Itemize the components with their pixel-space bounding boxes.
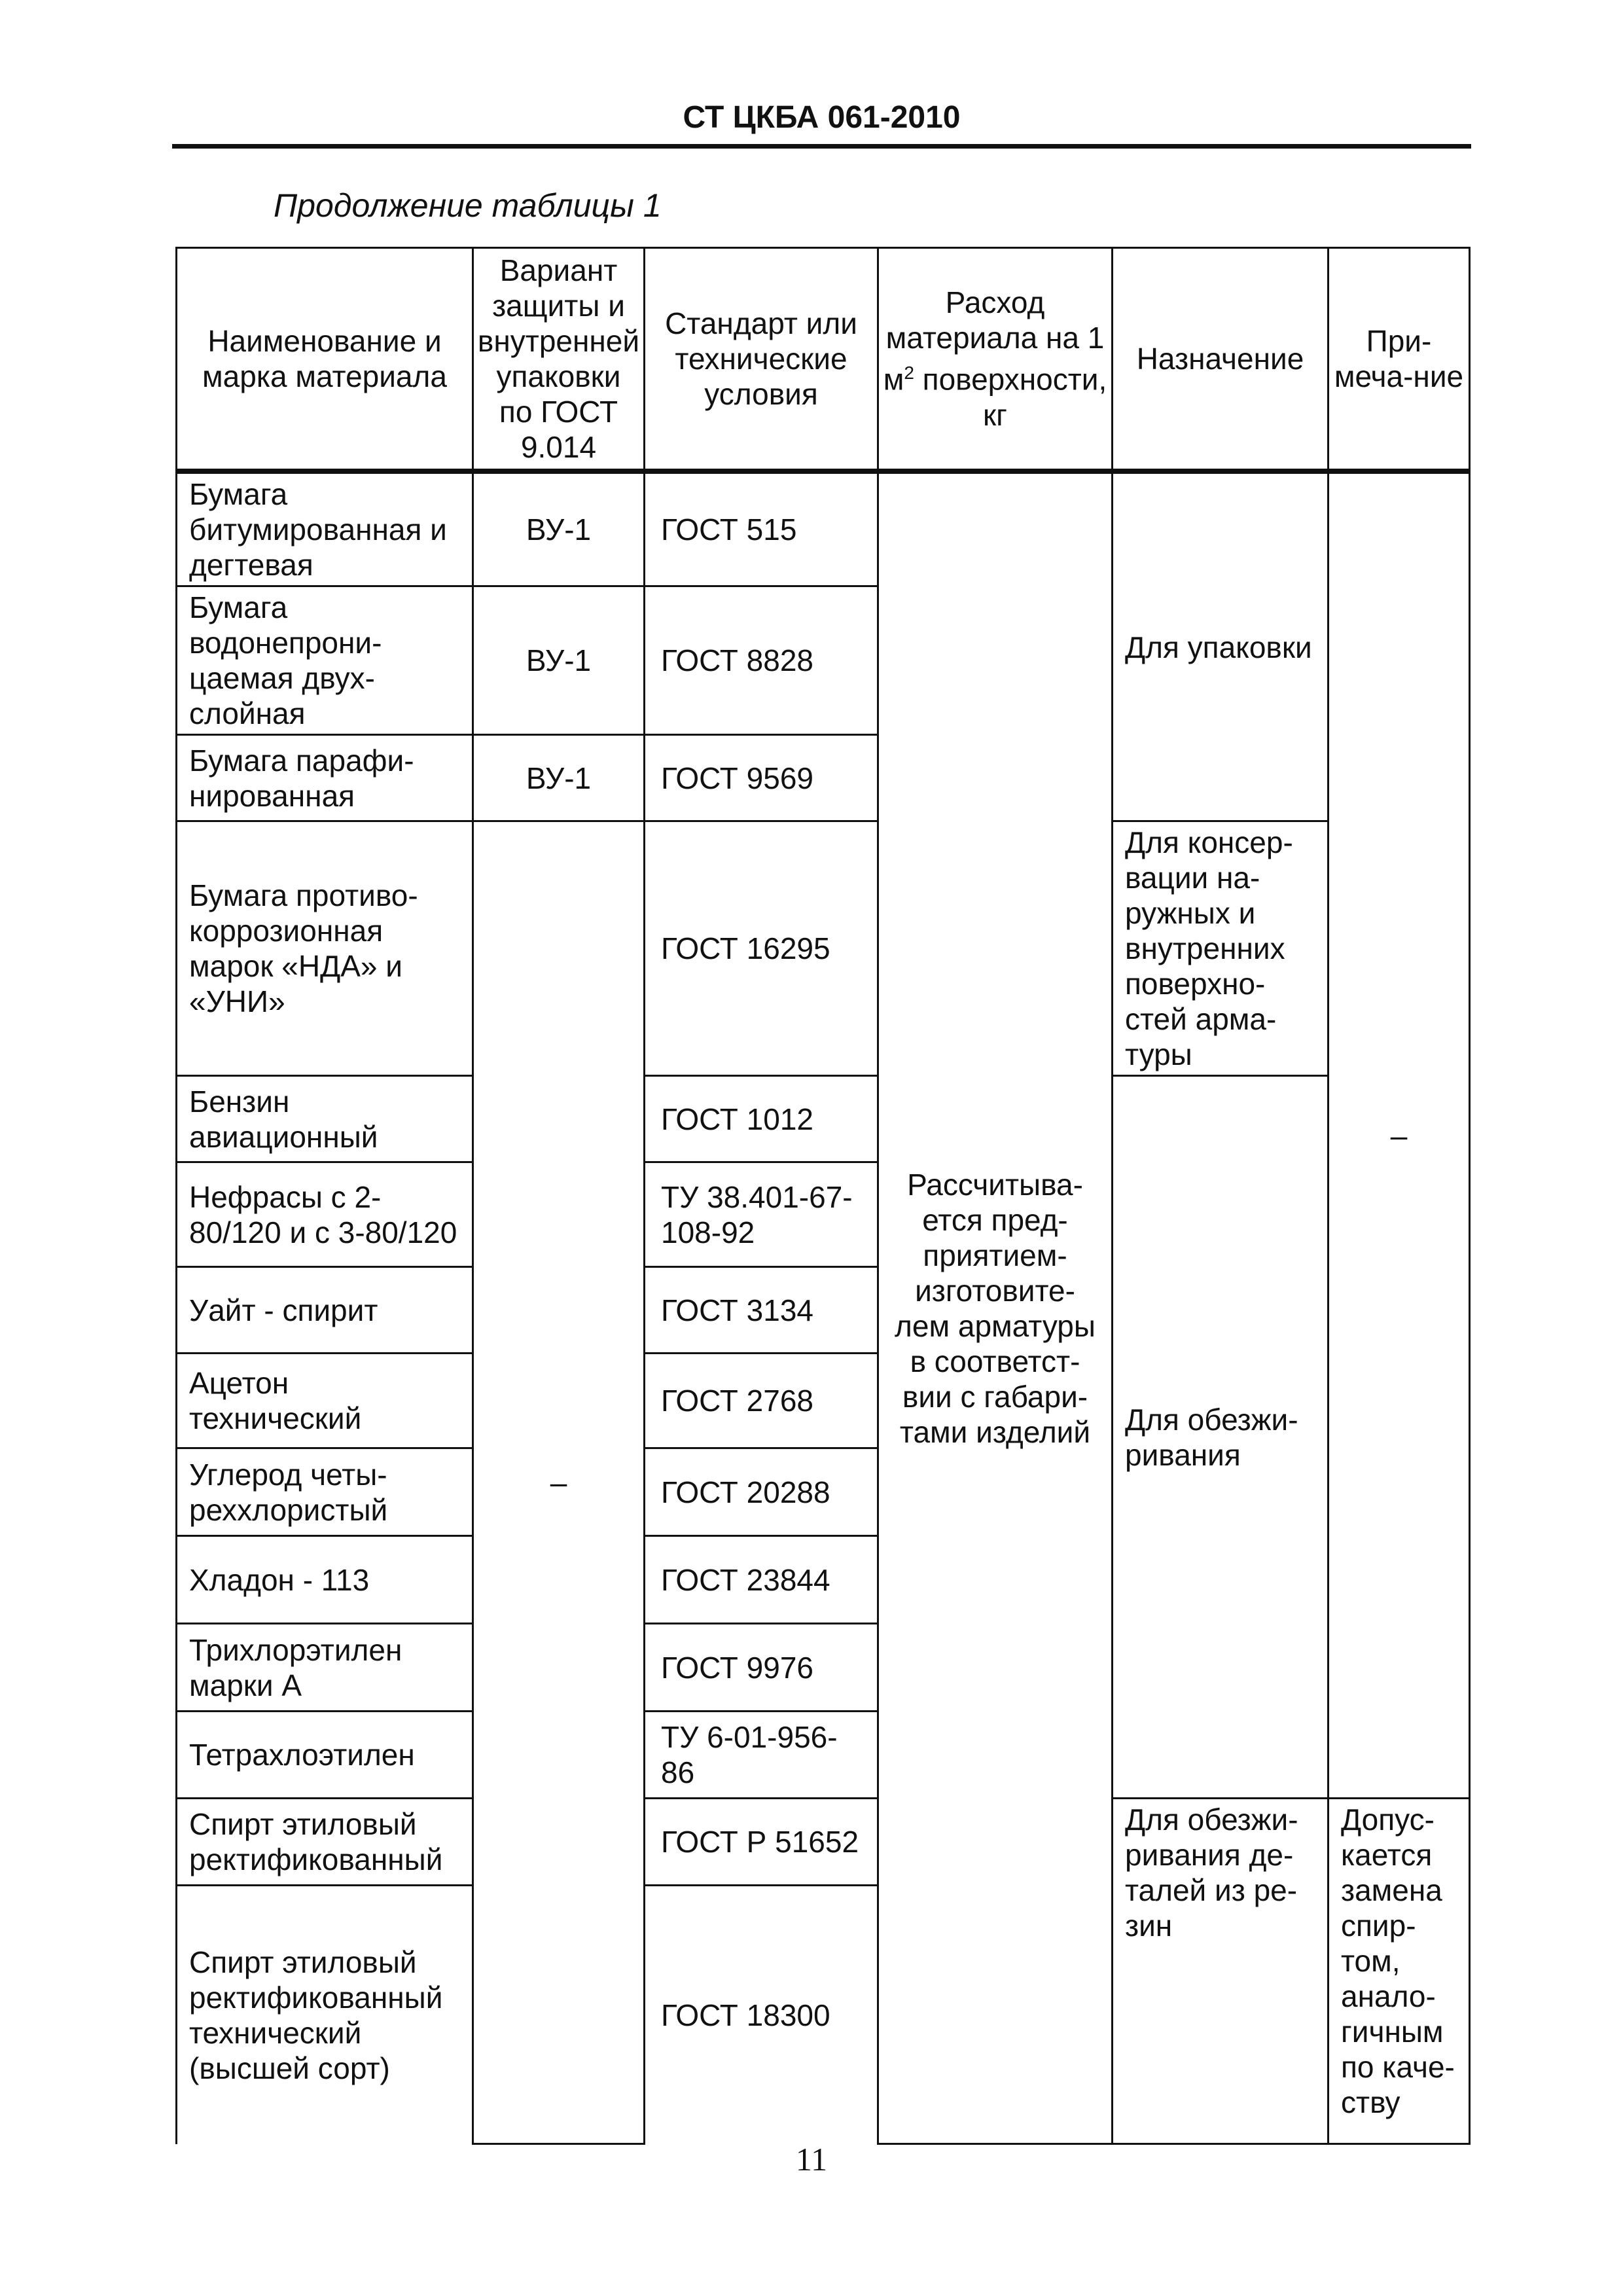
material-name: Углерод четы-реххлористый [177, 1448, 473, 1536]
standard-cell: ГОСТ 8828 [645, 586, 878, 735]
material-name: Спирт этиловый ректификованный [177, 1799, 473, 1886]
standard-cell: ГОСТ 20288 [645, 1448, 878, 1536]
standard-cell: ТУ 6-01-956-86 [645, 1712, 878, 1799]
standard-cell: ГОСТ 1012 [645, 1076, 878, 1162]
standard-cell: ГОСТ 9569 [645, 735, 878, 821]
material-name: Бумага водонепрони-цаемая двух-слойная [177, 586, 473, 735]
material-name: Трихлорэтилен марки А [177, 1624, 473, 1712]
material-name: Нефрасы с 2-80/120 и с 3-80/120 [177, 1162, 473, 1267]
table-row [177, 1076, 1470, 1162]
standard-cell: ГОСТ 9976 [645, 1624, 878, 1712]
page-number: 11 [795, 2141, 828, 2178]
header-name: Наименование и марка материала [177, 248, 473, 472]
standard-cell: ГОСТ 23844 [645, 1536, 878, 1624]
standard-cell: ГОСТ 515 [645, 471, 878, 586]
header-standard: Стандарт или технические условия [645, 248, 878, 472]
header-note: При-меча-ние [1329, 248, 1470, 472]
protection-variant-dash: – [473, 821, 645, 2144]
document-header [172, 97, 1471, 149]
protection-variant: ВУ-1 [473, 586, 645, 735]
table-row [177, 821, 1470, 1076]
material-name: Бумага парафи-нированная [177, 735, 473, 821]
header-variant: Вариант защиты и внутренней упаковки по ГОСТ 9.014 [473, 248, 645, 472]
material-name: Спирт этиловый ректификованный технический (высшей сорт) [177, 1886, 473, 2144]
table-header-row [177, 248, 1470, 472]
header-purpose: Назначение [1113, 248, 1329, 472]
table-row [177, 1799, 1470, 1886]
material-name: Хладон - 113 [177, 1536, 473, 1624]
protection-variant: ВУ-1 [473, 735, 645, 821]
header-consumption-text: Расход материала на 1 м [883, 285, 1105, 397]
consumption-cell: Рассчитыва-ется пред-приятием-изготовите-лем арматуры в соответст-вии с габари-тами изделий [878, 471, 1113, 2144]
materials-table [175, 247, 1471, 2145]
material-name: Бумага битумированная и дегтевая [177, 471, 473, 586]
standard-cell: ГОСТ 2768 [645, 1354, 878, 1448]
standard-cell: ГОСТ 18300 [645, 1886, 878, 2144]
protection-variant: ВУ-1 [473, 471, 645, 586]
material-name: Бумага противо-коррозионная марок «НДА» и «УНИ» [177, 821, 473, 1076]
standard-cell: ГОСТ 3134 [645, 1267, 878, 1354]
note-replacement: Допус-кается замена спир-том, анало-гичным по каче-ству [1329, 1799, 1470, 2144]
standard-cell: ГОСТ Р 51652 [645, 1799, 878, 1886]
material-name: Ацетон технический [177, 1354, 473, 1448]
table-row [177, 471, 1470, 586]
table-caption: Продолжение таблицы 1 [274, 187, 662, 224]
header-consumption [878, 248, 1113, 472]
note-dash: – [1329, 471, 1470, 1799]
purpose-packaging: Для упаковки [1113, 471, 1329, 821]
material-name: Бензин авиационный [177, 1076, 473, 1162]
purpose-conservation: Для консер-вации на-ружных и внутренних поверхно-стей арма-туры [1113, 821, 1329, 1076]
header-consumption-unit: поверхности, кг [914, 362, 1107, 432]
document-code: СТ ЦКБА 061-2010 [683, 100, 961, 135]
material-name: Тетрахлоэтилен [177, 1712, 473, 1799]
purpose-rubber: Для обезжи-ривания де-талей из ре-зин [1113, 1799, 1329, 2144]
standard-cell: ГОСТ 16295 [645, 821, 878, 1076]
purpose-degreasing: Для обезжи-ривания [1113, 1076, 1329, 1799]
standard-cell: ТУ 38.401-67-108-92 [645, 1162, 878, 1267]
material-name: Уайт - спирит [177, 1267, 473, 1354]
header-consumption-sup: 2 [904, 363, 914, 384]
